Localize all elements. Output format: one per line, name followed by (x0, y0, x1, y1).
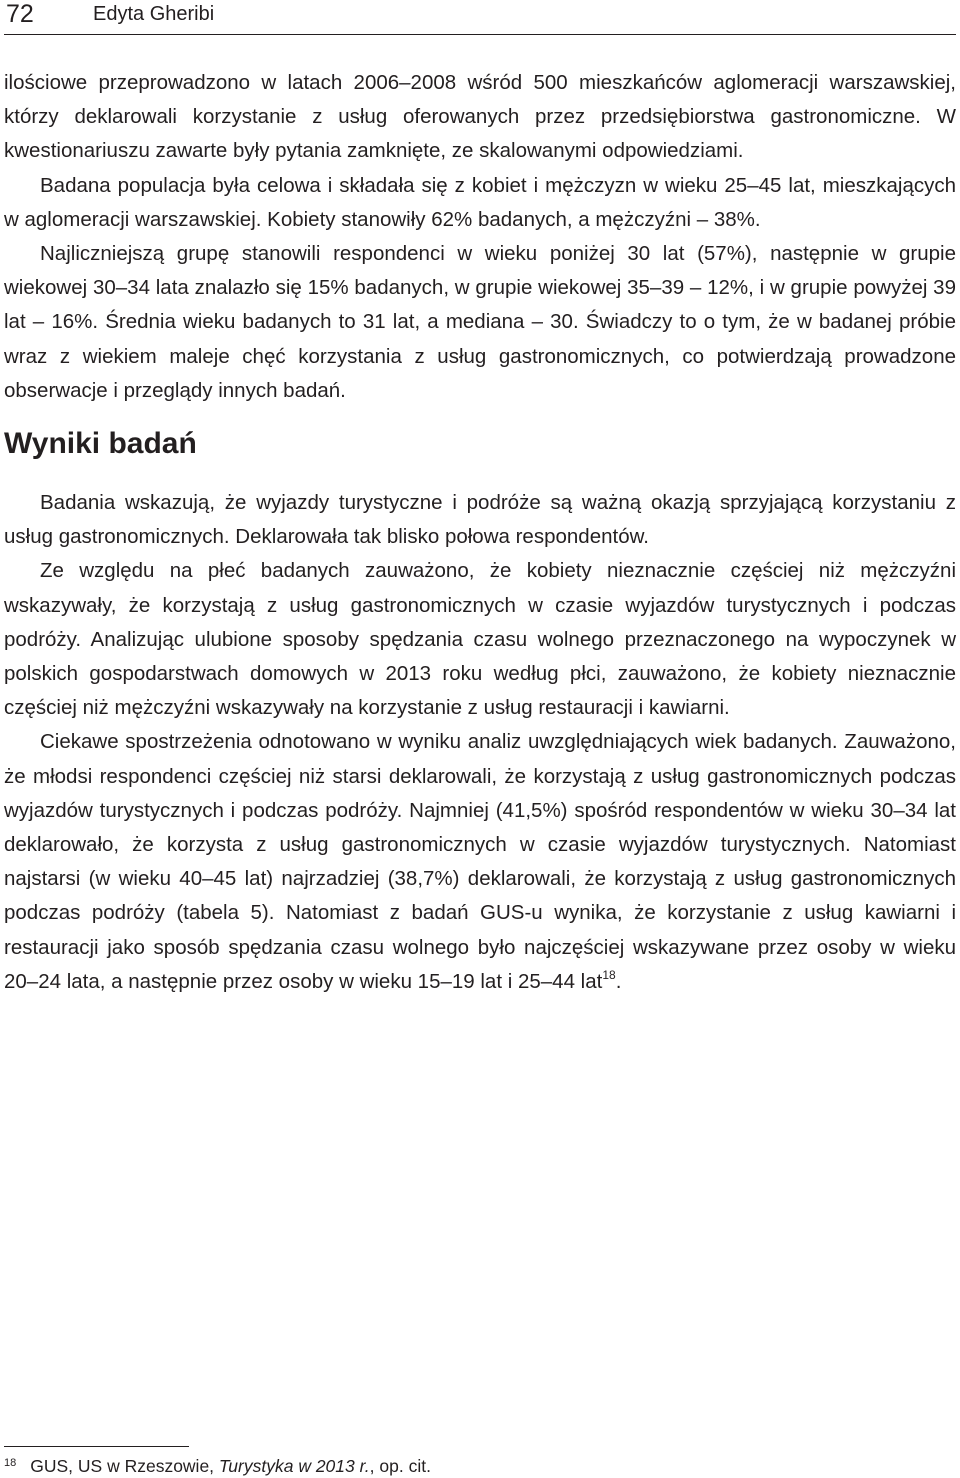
paragraph-age-analysis (4, 725, 956, 999)
paragraph-gender: Ze względu na płeć badanych zauważono, że kobiety nieznacznie częściej niż mężczyźni wskazywały, że korzystają z usług gastronomicznych w czasie wyjazdów turystycznych i podczas podróży. Analizując ulubione sposoby spędzania czasu wolnego przeznaczonego na wypoczynek w polskich gospodarstwach domowych w 2013 roku według płci, zauważono, że kobiety nieznacznie częściej niż mężczyźni wskazywały na korzystanie z usług restauracji i kawiarni. (4, 559, 956, 720)
footnote (4, 1451, 904, 1478)
footnote-divider (4, 1446, 189, 1447)
footnote-source: GUS, US w Rzeszowie, (30, 1456, 219, 1476)
footnote-reference[interactable]: 18 (602, 967, 616, 982)
paragraph-results-intro: Badania wskazują, że wyjazdy turystyczne i podróże są ważną okazją sprzyjającą korzystaniu z usług gastronomicznych. Deklarowała tak blisko połowa respondentów. (4, 491, 956, 549)
footnote-mark: 18 (4, 1457, 17, 1469)
paragraph-end-period: . (615, 969, 622, 993)
page-header (4, 0, 956, 35)
paragraph-age-analysis-text: Ciekawe spostrzeżenia odnotowano w wyniku analiz uwzględniających wiek badanych. Zauważono, że młodsi respondenci częściej niż starsi deklarowali, że korzystają z usług gastronomicznych podczas wyjazdów turystycznych i podczas podróży. Najmniej (41,5%) spośród respondentów w wieku 30–34 lat deklarowało, że korzysta z usług gastronomicznych w czasie wyjazdów turystycznych. Natomiast najstarsi (w wieku 40–45 lat) najrzadziej (38,7%) deklarowali, że korzystają z usług gastronomicznych podczas podróży (tabela 5). Natomiast z badań GUS-u wynika, że korzystanie z usług kawiarni i restauracji jako sposób spędzania czasu wolnego było najczęściej wskazywane przez osoby w wieku 20–24 lata, a następnie przez osoby w wieku 15–19 lat i 25–44 lat (4, 730, 956, 993)
footnote-suffix: , op. cit. (369, 1456, 431, 1476)
section-heading: Wyniki badań (4, 427, 197, 461)
paragraph-population: Badana populacja była celowa i składała się z kobiet i mężczyzn w wieku 25–45 lat, mieszkających w aglomeracji warszawskiej. Kobiety stanowiły 62% badanych, a mężczyźni – 38%. (4, 173, 956, 231)
body-text (4, 66, 956, 999)
paragraph-methodology: ilościowe przeprowadzono w latach 2006–2008 wśród 500 mieszkańców aglomeracji warszawskiej, którzy deklarowali korzystanie z usług oferowanych przez przedsiębiorstwa gastronomiczne. W kwestionariuszu zawarte były pytania zamknięte, ze skalowanymi odpowiedziami. (4, 71, 956, 163)
running-head-author: Edyta Gheribi (93, 3, 215, 25)
page-number: 72 (6, 0, 34, 28)
footnote-title: Turystyka w 2013 r. (218, 1456, 370, 1476)
paragraph-age-groups: Najliczniejszą grupę stanowili respondenci w wieku poniżej 30 lat (57%), następnie w grupie wiekowej 30–34 lata znalazło się 15% badanych, w grupie wiekowej 35–39 – 12%, i w grupie powyżej 39 lat – 16%. Średnia wieku badanych to 31 lat, a mediana – 30. Świadczy to o tym, że w badanej próbie wraz z wiekiem maleje chęć korzystania z usług gastronomicznych, co potwierdzają prowadzone obserwacje i przeglądy innych badań. (4, 242, 956, 402)
